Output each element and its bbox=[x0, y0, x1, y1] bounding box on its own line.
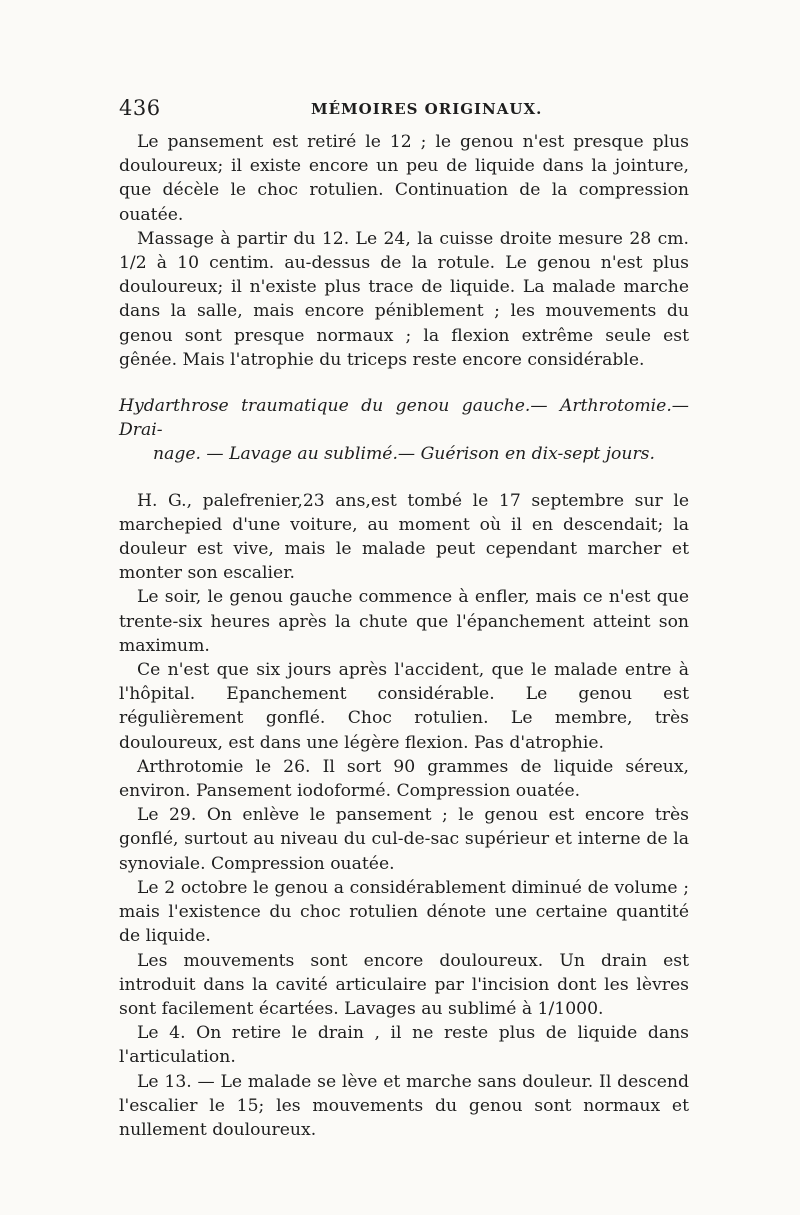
section-heading-line-1: Hydarthrose traumatique du genou gauche.— Arthrotomie.— Drai- bbox=[119, 396, 689, 441]
paragraph: H. G., palefrenier,23 ans,est tombé le 17 septembre sur le marchepied d'une voiture, au moment où il en descendait; la douleur est vive, mais le malade peut cependant marcher et monter son escalier. bbox=[119, 490, 689, 584]
paragraph: Le 4. On retire le drain , il ne reste plus de liquide dans l'articulation. bbox=[119, 1023, 689, 1068]
paragraph: Les mouvements sont encore douloureux. Un drain est introduit dans la cavité articulaire par l'incision dont les lèvres sont facilement écartées. Lavages au sublimé à 1/1000. bbox=[119, 950, 689, 1019]
paragraph: Ce n'est que six jours après l'accident, que le malade entre à l'hôpital. Epanchement considérable. Le genou est régulièrement gonflé. Choc rotulien. Le membre, très douloureux, est dans une légère flexion. Pas d'atrophie. bbox=[119, 660, 689, 753]
running-head bbox=[119, 96, 689, 126]
paragraph: Le 13. — Le malade se lève et marche sans douleur. Il descend l'escalier le 15; les mouvements du genou sont normaux et nullement douloureux. bbox=[119, 1071, 689, 1140]
section-heading-line-2: nage. — Lavage au sublimé.— Guérison en dix-sept jours. bbox=[153, 444, 655, 465]
paragraph: Le 2 octobre le genou a considérablement diminué de volume ; mais l'existence du choc rotulien dénote une certaine quantité de liquide. bbox=[119, 877, 689, 947]
book-page bbox=[119, 96, 689, 1142]
section-heading bbox=[119, 394, 689, 467]
paragraph: Arthrotomie le 26. Il sort 90 grammes de liquide séreux, environ. Pansement iodoformé. Compression ouatée. bbox=[119, 756, 689, 802]
paragraph: Massage à partir du 12. Le 24, la cuisse droite mesure 28 cm. 1/2 à 10 centim. au-dessus de la rotule. Le genou n'est plus douloureux; il n'existe plus trace de liquide. La malade marche dans la salle, mais encore péniblement ; les mouvements du genou sont presque normaux ; la flexion extrême seule est gênée. Mais l'atrophie du triceps reste encore considérable. bbox=[119, 228, 689, 370]
paragraph: Le 29. On enlève le pansement ; le genou est encore très gonflé, surtout au niveau du cul-de-sac supérieur et interne de la synoviale. Compression ouatée. bbox=[119, 805, 689, 874]
paragraph: Le soir, le genou gauche commence à enfler, mais ce n'est que trente-six heures après la chute que l'épanchement atteint son maximum. bbox=[119, 587, 689, 656]
running-title: MÉMOIRES ORIGINAUX. bbox=[311, 100, 543, 118]
paragraph: Le pansement est retiré le 12 ; le genou n'est presque plus douloureux; il existe encore un peu de liquide dans la jointure, que décèle le choc rotulien. Continuation de la compression ouatée. bbox=[119, 132, 689, 225]
page-number: 436 bbox=[119, 96, 161, 120]
